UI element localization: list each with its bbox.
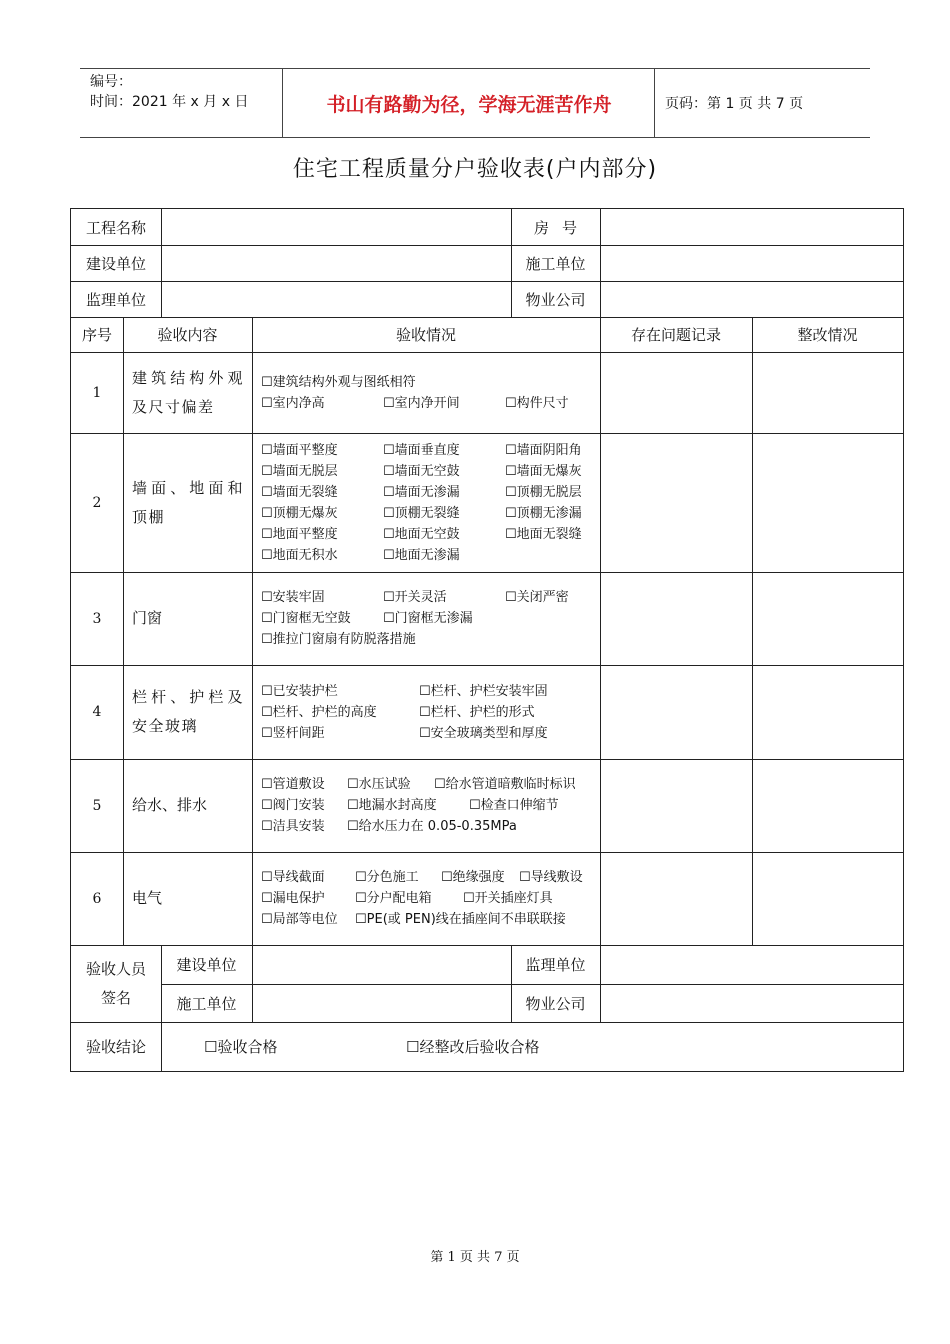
row-category-text: 墙面、地面和顶棚 xyxy=(132,478,244,526)
checkbox-item[interactable]: ☐分色施工 xyxy=(355,870,419,885)
builder-label: 建设单位 xyxy=(85,254,146,273)
row-check-items xyxy=(261,440,601,566)
row-category-text: 电气 xyxy=(132,889,163,907)
checkbox-item[interactable]: ☐墙面无脱层 xyxy=(261,464,338,479)
checkbox-item[interactable]: ☐顶棚无脱层 xyxy=(505,485,582,500)
checkbox-item[interactable]: ☐墙面平整度 xyxy=(261,443,338,458)
row-category-text: 门窗 xyxy=(132,609,163,627)
checkbox-item[interactable]: ☐地面平整度 xyxy=(261,527,338,542)
row-category xyxy=(132,665,244,759)
col-line xyxy=(123,317,124,945)
checkbox-item[interactable]: ☐地面无渗漏 xyxy=(383,548,460,563)
checkbox-item[interactable]: ☐安全玻璃类型和厚度 xyxy=(419,726,548,741)
signature-label xyxy=(71,945,161,1022)
header-meta xyxy=(90,72,248,112)
sign-supervisor-field[interactable] xyxy=(601,945,903,984)
row-category-text: 建筑结构外观及尺寸偏差 xyxy=(132,368,244,416)
supervisor-label: 监理单位 xyxy=(85,290,146,309)
checkbox-item[interactable]: ☐顶棚无裂缝 xyxy=(383,506,460,521)
issue-record-field[interactable] xyxy=(601,352,752,433)
conclusion-label: 验收结论 xyxy=(85,1038,146,1056)
row-check-items xyxy=(261,587,601,650)
check-line xyxy=(261,795,601,816)
row-category xyxy=(132,759,244,852)
checkbox-item[interactable]: ☐关闭严密 xyxy=(505,590,569,605)
checkbox-item[interactable]: ☐地面无空鼓 xyxy=(383,527,460,542)
document-header xyxy=(80,68,870,138)
row-category xyxy=(132,433,244,572)
project-name-label: 工程名称 xyxy=(85,218,146,237)
check-line xyxy=(261,372,601,393)
row-number: 6 xyxy=(92,890,102,907)
check-line xyxy=(261,681,601,702)
row-number: 2 xyxy=(92,494,102,511)
checkbox-item[interactable]: ☐建筑结构外观与图纸相符 xyxy=(261,375,416,390)
check-line xyxy=(261,888,601,909)
inspection-form-table xyxy=(70,208,904,1072)
row-check-items xyxy=(261,681,601,744)
builder-field[interactable] xyxy=(162,245,511,281)
rectify-field[interactable] xyxy=(753,852,903,945)
rectify-field[interactable] xyxy=(753,759,903,852)
row-number: 3 xyxy=(92,610,102,627)
row-category xyxy=(132,352,244,433)
sign-property-field[interactable] xyxy=(601,984,903,1022)
row-category xyxy=(132,852,244,945)
column-header-no: 序号 xyxy=(81,326,112,344)
check-line xyxy=(261,587,601,608)
page-footer: 第 1 页 共 7 页 xyxy=(430,1250,520,1265)
checkbox-item[interactable]: ☐室内净开间 xyxy=(383,396,460,411)
checkbox-item[interactable]: ☐给水压力在 0.05-0.35MPa xyxy=(347,819,517,834)
page-title: 住宅工程质量分户验收表(户内部分) xyxy=(292,157,658,182)
constructor-field[interactable] xyxy=(601,245,903,281)
check-line xyxy=(261,545,601,566)
room-no-label: 房号 xyxy=(533,218,590,237)
checkbox-item[interactable]: ☐导线截面 xyxy=(261,870,325,885)
row-check-items xyxy=(261,372,601,414)
check-line xyxy=(261,909,601,930)
row-number: 5 xyxy=(92,797,102,814)
checkbox-item[interactable]: ☐墙面垂直度 xyxy=(383,443,460,458)
issue-record-field[interactable] xyxy=(601,852,752,945)
issue-record-field[interactable] xyxy=(601,572,752,665)
check-line xyxy=(261,503,601,524)
column-header-issues: 存在问题记录 xyxy=(630,326,721,344)
code-label: 编号： xyxy=(90,74,132,90)
room-no-field[interactable] xyxy=(601,209,903,245)
check-line xyxy=(261,723,601,744)
check-line xyxy=(261,867,601,888)
check-line xyxy=(261,608,601,629)
checkbox-item[interactable]: ☐室内净高 xyxy=(261,396,325,411)
checkbox-item[interactable]: ☐推拉门窗扇有防脱落措施 xyxy=(261,632,416,647)
checkbox-item[interactable]: ☐绝缘强度 xyxy=(441,870,505,885)
sign-property-label: 物业公司 xyxy=(525,994,586,1013)
row-category-text: 栏杆、护栏及安全玻璃 xyxy=(132,688,244,735)
checkbox-item[interactable]: ☐已安装护栏 xyxy=(261,684,338,699)
check-line xyxy=(261,816,601,837)
checkbox-item[interactable]: ☐开关灵活 xyxy=(383,590,447,605)
checkbox-item[interactable]: ☐地面无积水 xyxy=(261,548,338,563)
checkbox-item[interactable]: ☐水压试验 xyxy=(347,777,411,792)
signature-label-line1: 验收人员 xyxy=(85,959,146,978)
checkbox-item[interactable]: ☐门窗框无空鼓 xyxy=(261,611,351,626)
row-number: 1 xyxy=(92,384,102,401)
checkbox-item[interactable]: ☐顶棚无爆灰 xyxy=(261,506,338,521)
check-line xyxy=(261,629,601,650)
checkbox-item[interactable]: ☐墙面无空鼓 xyxy=(383,464,460,479)
checkbox-item[interactable]: ☐地漏水封高度 xyxy=(347,798,437,813)
rectify-field[interactable] xyxy=(753,352,903,433)
check-line xyxy=(261,440,601,461)
checkbox-item[interactable]: ☐顶棚无渗漏 xyxy=(505,506,582,521)
rectify-field[interactable] xyxy=(753,665,903,759)
column-header-content: 验收内容 xyxy=(157,326,218,344)
row-number: 4 xyxy=(92,704,102,720)
sign-builder-label: 建设单位 xyxy=(176,956,237,974)
checkbox-item[interactable]: ☐局部等电位 xyxy=(261,912,338,927)
row-category xyxy=(132,572,244,665)
checkbox-item[interactable]: ☐漏电保护 xyxy=(261,891,325,906)
issue-record-field[interactable] xyxy=(601,665,752,759)
checkbox-item[interactable]: ☐栏杆、护栏的形式 xyxy=(419,705,535,720)
sign-constructor-field[interactable] xyxy=(253,984,511,1022)
check-line xyxy=(261,461,601,482)
checkbox-item[interactable]: ☐栏杆、护栏的高度 xyxy=(261,705,377,720)
checkbox-item[interactable]: ☐给水管道暗敷临时标识 xyxy=(434,777,576,792)
check-line xyxy=(261,702,601,723)
checkbox-item[interactable]: ☐安装牢固 xyxy=(261,590,325,605)
property-label: 物业公司 xyxy=(525,290,586,309)
checkbox-item[interactable]: ☐栏杆、护栏安装牢固 xyxy=(419,684,548,699)
checkbox-item[interactable]: ☐竖杆间距 xyxy=(261,726,325,741)
checkbox-item[interactable]: ☐阀门安装 xyxy=(261,798,325,813)
col-line xyxy=(252,317,253,945)
checkbox-item[interactable]: ☐墙面无爆灰 xyxy=(505,464,582,479)
checkbox-item[interactable]: ☐墙面无渗漏 xyxy=(383,485,460,500)
checkbox-item[interactable]: ☐导线敷设 xyxy=(519,870,583,885)
check-line xyxy=(261,393,601,414)
property-field[interactable] xyxy=(601,281,903,317)
time-label: 时间：2021 年 x 月 x 日 xyxy=(90,94,249,110)
row-category-text: 给水、排水 xyxy=(132,796,208,814)
row-check-items xyxy=(261,774,601,837)
check-line xyxy=(261,774,601,795)
supervisor-field[interactable] xyxy=(162,281,511,317)
checkbox-item[interactable]: ☐开关插座灯具 xyxy=(463,891,553,906)
rectify-field[interactable] xyxy=(753,433,903,572)
checkbox-item[interactable]: ☐墙面阴阳角 xyxy=(505,443,582,458)
issue-record-field[interactable] xyxy=(601,759,752,852)
sign-constructor-label: 施工单位 xyxy=(176,994,237,1013)
conclusion-option-pass-after-rectify[interactable]: ☐经整改后验收合格 xyxy=(406,1038,540,1056)
sign-builder-field[interactable] xyxy=(253,945,511,984)
checkbox-item[interactable]: ☐构件尺寸 xyxy=(505,396,569,411)
checkbox-item[interactable]: ☐墙面无裂缝 xyxy=(261,485,338,500)
checkbox-item[interactable]: ☐分户配电箱 xyxy=(355,891,432,906)
row-check-items xyxy=(261,867,601,930)
constructor-label: 施工单位 xyxy=(525,254,586,273)
rectify-field[interactable] xyxy=(753,572,903,665)
checkbox-item[interactable]: ☐门窗框无渗漏 xyxy=(383,611,473,626)
checkbox-item[interactable]: ☐洁具安装 xyxy=(261,819,325,834)
checkbox-item[interactable]: ☐管道敷设 xyxy=(261,777,325,792)
check-line xyxy=(261,524,601,545)
checkbox-item[interactable]: ☐地面无裂缝 xyxy=(505,527,582,542)
page-indicator: 页码：第 1 页 共 7 页 xyxy=(665,96,804,112)
column-header-rectify: 整改情况 xyxy=(797,326,858,344)
project-name-field[interactable] xyxy=(162,209,511,245)
sign-supervisor-label: 监理单位 xyxy=(525,956,586,974)
checkbox-item[interactable]: ☐PE(或 PEN)线在插座间不串联联接 xyxy=(355,912,566,927)
checkbox-item[interactable]: ☐检查口伸缩节 xyxy=(469,798,559,813)
signature-label-line2: 签名 xyxy=(100,988,131,1007)
header-motto: 书山有路勤为径，学海无涯苦作舟 xyxy=(326,93,612,116)
issue-record-field[interactable] xyxy=(601,433,752,572)
conclusion-option-pass[interactable]: ☐验收合格 xyxy=(204,1038,278,1056)
check-line xyxy=(261,482,601,503)
column-header-status: 验收情况 xyxy=(395,326,456,344)
